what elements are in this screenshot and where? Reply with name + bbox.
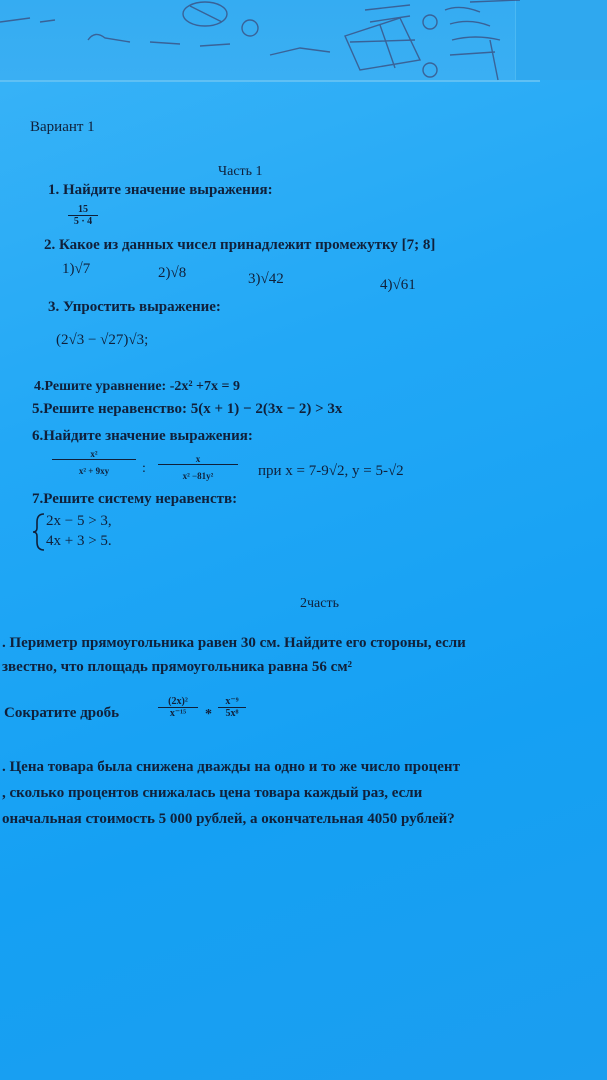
q7-line-2: 4x + 3 > 5. — [46, 533, 112, 549]
q6-text: 6.Найдите значение выражения: — [32, 428, 253, 444]
part2-title: 2часть — [300, 596, 339, 611]
p2-q2-f2-denominator: 5x⁸ — [218, 707, 246, 719]
p2-q3-line-1: . Цена товара была снижена дважды на одно и то же число процент — [2, 759, 460, 775]
q7-text: 7.Решите систему неравенств: — [32, 491, 238, 507]
p2-q2-f1-denominator: x⁻¹⁵ — [158, 707, 198, 719]
p2-q2-fraction-1 — [158, 696, 198, 719]
p2-q3-line-2: , сколько процентов снижалась цена товара каждый раз, если — [2, 785, 423, 801]
part1-title: Часть 1 — [218, 164, 263, 179]
q1-text: 1. Найдите значение выражения: — [48, 182, 273, 198]
q3-expression: (2√3 − √27)√3; — [56, 332, 149, 348]
p2-q2-fraction-2 — [218, 696, 246, 719]
variant-label: Вариант 1 — [30, 119, 95, 135]
p2-q1-line-2: звестно, что площадь прямоугольника равна 56 см² — [2, 659, 353, 675]
q6-f1-denominator: x² + 9xy — [52, 459, 136, 476]
p2-q3-line-3: оначальная стоимость 5 000 рублей, а окончательная 4050 рублей? — [2, 811, 455, 827]
q2-option-2: 2)√8 — [158, 265, 187, 281]
p2-q2-operator: * — [205, 707, 212, 722]
q6-condition: при x = 7-9√2, y = 5-√2 — [258, 463, 404, 479]
q6-fraction-2 — [158, 454, 238, 481]
p2-q2-f2-numerator: x⁻⁹ — [225, 696, 239, 707]
q3-text: 3. Упростить выражение: — [48, 299, 221, 315]
q6-f1-numerator: x² — [90, 449, 98, 459]
q1-denominator: 5 · 4 — [68, 215, 98, 227]
q6-f2-numerator: x — [195, 454, 201, 464]
q4-text: 4.Решите уравнение: -2x² +7x = 9 — [34, 379, 241, 394]
q2-text: 2. Какое из данных чисел принадлежит промежутку [7; 8] — [44, 237, 436, 253]
q6-fraction-1 — [52, 449, 136, 476]
handwritten-scribbles — [0, 0, 607, 90]
p2-q2-f1-numerator: (2x)² — [168, 696, 188, 707]
q7-brace-icon — [32, 512, 46, 552]
p2-q1-line-1: . Периметр прямоугольника равен 30 см. Найдите его стороны, если — [2, 635, 466, 651]
q6-colon: : — [142, 461, 146, 476]
q6-f2-denominator: x² −81y² — [158, 464, 238, 481]
q1-fraction — [68, 204, 98, 227]
p2-q2-text: Сократите дробь — [4, 705, 120, 721]
q2-option-1: 1)√7 — [62, 261, 91, 277]
q5-text: 5.Решите неравенство: 5(x + 1) − 2(3x − 2) > 3x — [32, 401, 343, 417]
q2-option-4: 4)√61 — [380, 277, 416, 293]
q1-numerator: 15 — [78, 204, 88, 215]
q2-option-3: 3)√42 — [248, 271, 284, 287]
q7-line-1: 2x − 5 > 3, — [46, 513, 112, 529]
